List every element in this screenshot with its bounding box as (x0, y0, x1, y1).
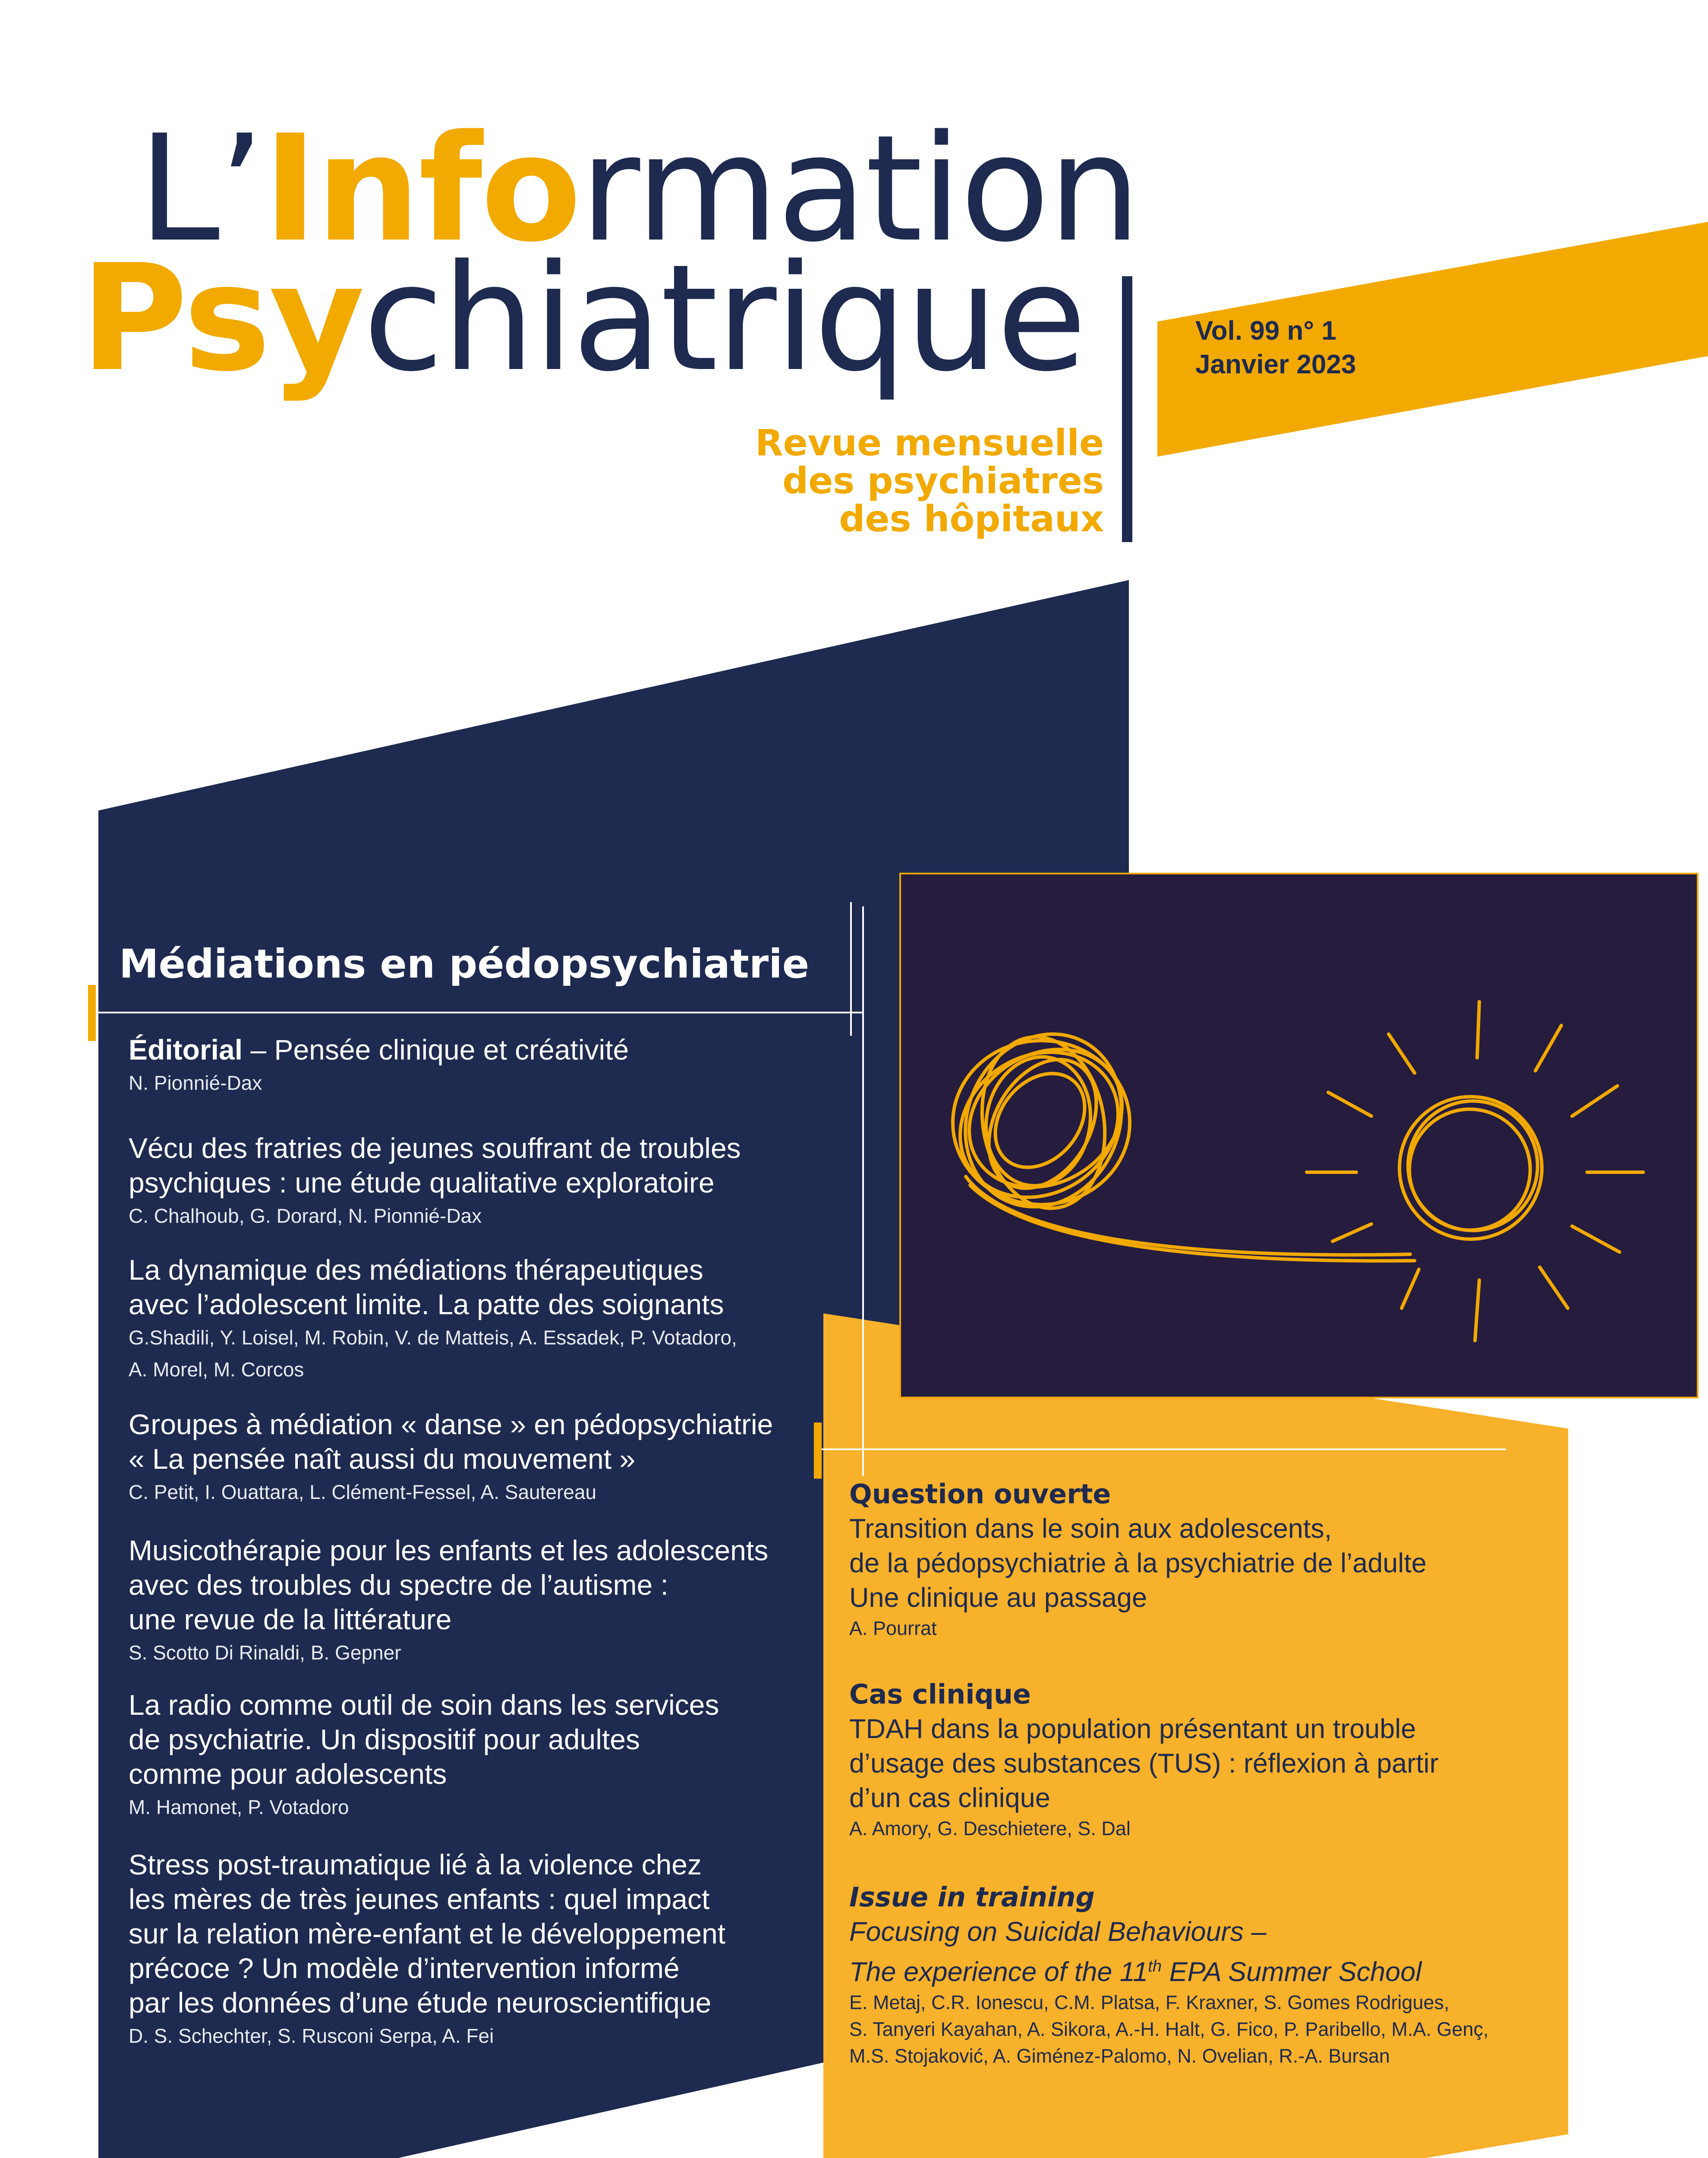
article-title (849, 1949, 1514, 1989)
article-authors: E. Metaj, C.R. Ionescu, C.M. Platsa, F. Kraxner, S. Gomes Rodrigues, S. Tanyeri Kayahan, A. Sikora, A.-H. Halt, G. Fico, P. Paribello, M.A. Genç, M.S. Stojaković, A. Giménez-Palomo, N. Ovelian, R.-A. Bursan (849, 1991, 1489, 2067)
article-item (129, 1533, 828, 1669)
cover-illustration (899, 873, 1699, 1398)
article-title: Vécu des fratries de jeunes souffrant de troubles psychiques : une étude qualitative exploratoire (129, 1132, 741, 1199)
journal-subtitle (755, 424, 1104, 538)
subtitle-line: des psychiatres (782, 460, 1104, 502)
journal-title-line2 (80, 233, 1085, 404)
article-authors: C. Chalhoub, G. Dorard, N. Pionnié-Dax (129, 1205, 482, 1227)
title-vertical-bar (1122, 276, 1132, 542)
editorial-label: Éditorial (129, 1034, 243, 1066)
title-part: Psy (80, 233, 363, 404)
article-authors: A. Amory, G. Deschietere, S. Dal (849, 1817, 1131, 1839)
section-heading: Question ouverte (849, 1478, 1111, 1510)
title-part: L’ (138, 104, 263, 274)
issue-in-training-section (849, 1880, 1514, 2070)
section-heading: Cas clinique (849, 1678, 1031, 1710)
article-authors: D. S. Schechter, S. Rusconi Serpa, A. Fei (129, 2025, 494, 2047)
article-authors: G.Shadili, Y. Loisel, M. Robin, V. de Matteis, A. Essadek, P. Votadoro, A. Morel, M. Corcos (129, 1326, 737, 1381)
volume-info (1195, 314, 1356, 382)
section-title: Médiations en pédopsychiatrie (119, 941, 810, 987)
article-authors: A. Pourrat (849, 1617, 937, 1639)
subtitle-line: des hôpitaux (839, 498, 1104, 540)
volume-number: Vol. 99 n° 1 (1195, 316, 1336, 346)
article-title: TDAH dans la population présentant un trouble d’usage des substances (TUS) : réflexion à partir d’un cas clinique (849, 1714, 1439, 1813)
article-item (129, 1847, 828, 2052)
article-title: La dynamique des médiations thérapeutiques avec l’adolescent limite. La patte des soignants (129, 1254, 724, 1320)
subtitle-line: Revue mensuelle (755, 422, 1104, 464)
article-title: Groupes à médiation « danse » en pédopsychiatrie « La pensée naît aussi du mouvement » (129, 1408, 773, 1475)
article-authors: M. Hamonet, P. Votadoro (129, 1796, 349, 1818)
article-title: Musicothérapie pour les enfants et les adolescents avec des troubles du spectre de l’autisme : une revue de la littérature (129, 1534, 769, 1635)
article-authors: C. Petit, I. Ouattara, L. Clément-Fessel, A. Sautereau (129, 1481, 597, 1503)
article-item (129, 1407, 828, 1508)
article-authors: S. Scotto Di Rinaldi, B. Gepner (129, 1641, 401, 1664)
open-question-section (849, 1477, 1514, 1642)
article-title: Stress post-traumatique lié à la violence chez les mères de très jeunes enfants : quel impact sur la relation mère-enfant et le développement précoce ? Un modèle d’intervention informé par les données d’une étude neuroscientifique (129, 1849, 726, 2019)
editorial-item (129, 1032, 828, 1099)
article-item (129, 1688, 828, 1823)
title-part: The experience of the 11 (849, 1957, 1148, 1987)
editorial-title: – Pensée clinique et créativité (243, 1034, 629, 1066)
article-title: La radio comme outil de soin dans les services de psychiatrie. Un dispositif pour adultes comme pour adolescents (129, 1689, 719, 1790)
article-title: Transition dans le soin aux adolescents, de la pédopsychiatrie à la psychiatrie de l’adulte Une clinique au passage (849, 1514, 1427, 1613)
title-part: EPA Summer School (1162, 1957, 1422, 1987)
issue-date: Janvier 2023 (1195, 350, 1356, 379)
title-part: chiatrique (363, 233, 1085, 404)
title-superscript: th (1148, 1957, 1162, 1975)
article-item (129, 1253, 828, 1385)
article-item (129, 1131, 828, 1232)
editorial-authors: N. Pionnié-Dax (129, 1072, 262, 1094)
section-heading: Issue in training (849, 1881, 1095, 1913)
clinical-case-section (849, 1677, 1514, 1842)
title-part: Info (263, 104, 580, 274)
scribble-and-sun-icon (901, 874, 1697, 1397)
gold-accent-mark (88, 985, 96, 1041)
title-part: rmation (580, 104, 1140, 274)
article-title: Focusing on Suicidal Behaviours – (849, 1917, 1267, 1947)
